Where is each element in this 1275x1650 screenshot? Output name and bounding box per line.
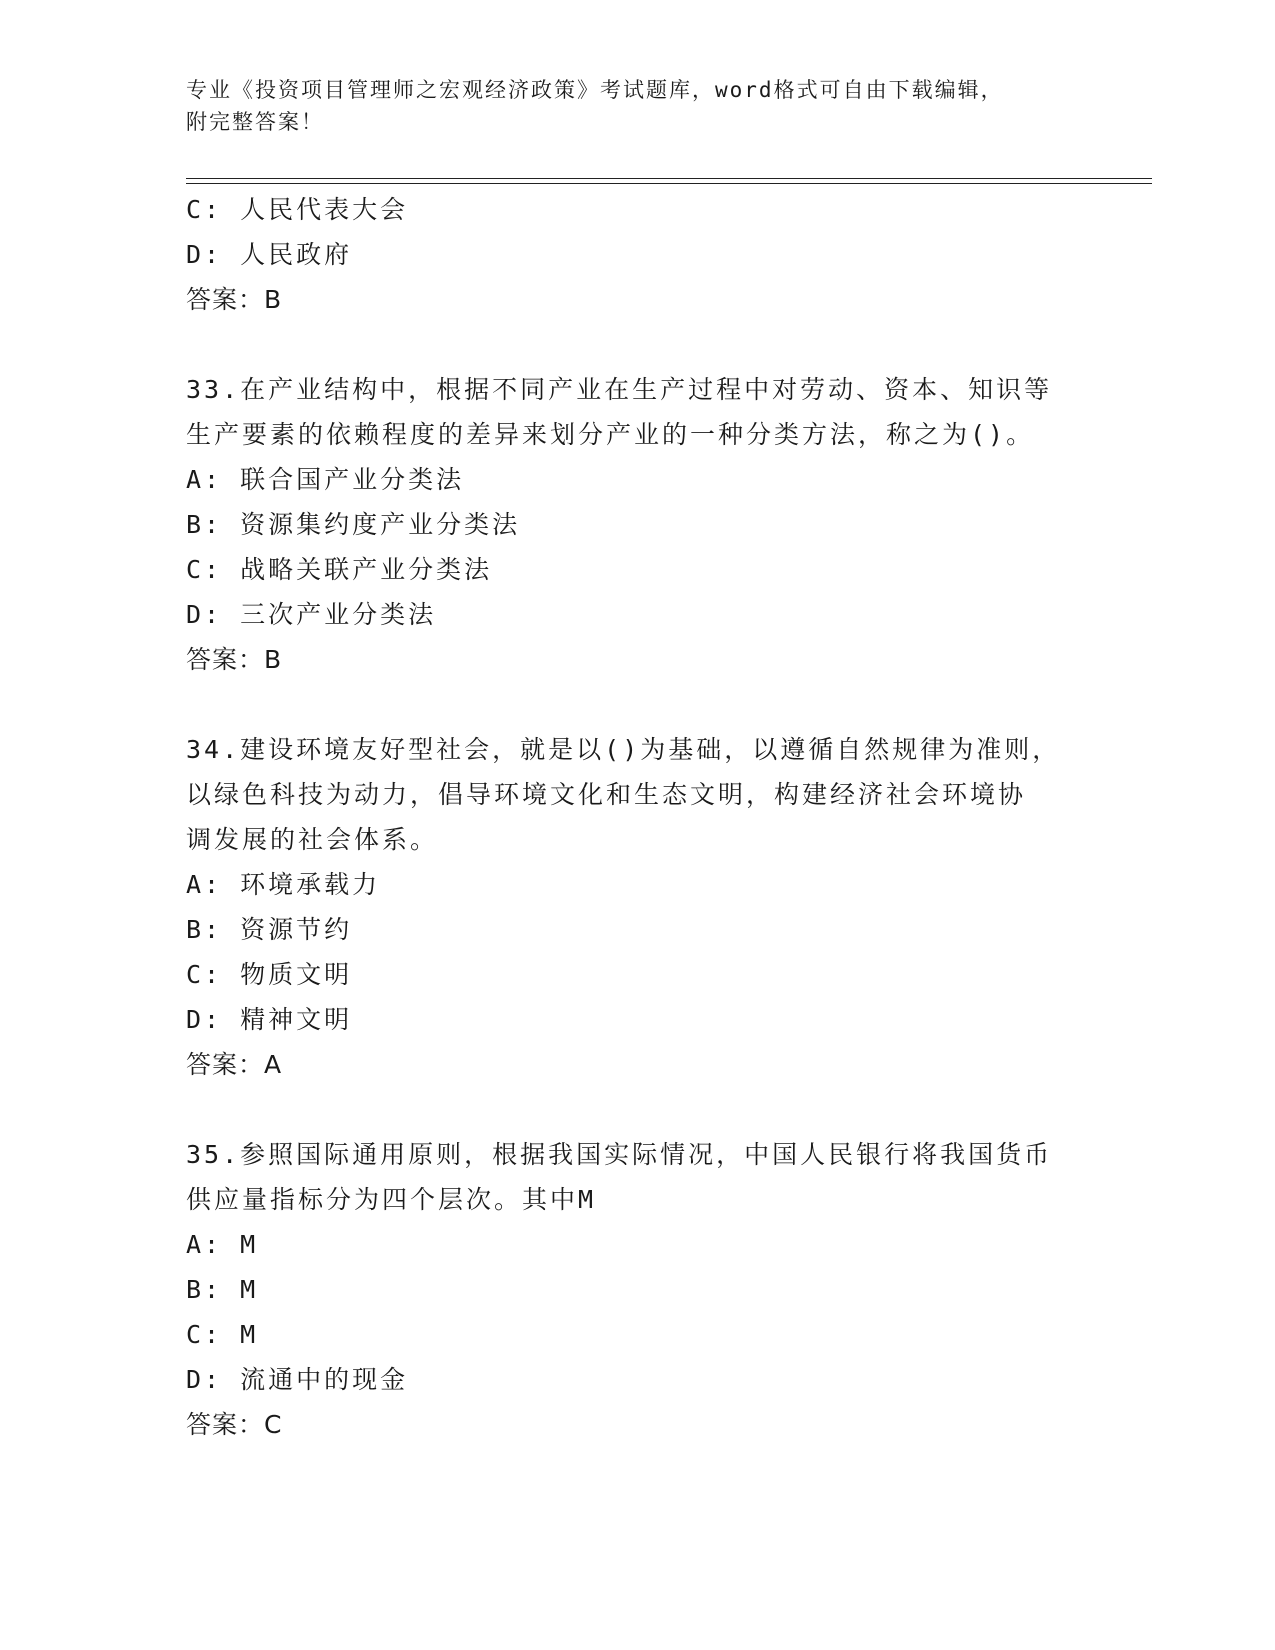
q35-option-d: D: 流通中的现金 xyxy=(186,1365,409,1394)
header-divider-top xyxy=(186,178,1152,179)
q33-stem-line-1: 33.在产业结构中，根据不同产业在生产过程中对劳动、资本、知识等 xyxy=(186,375,1053,404)
header-line-1: 专业《投资项目管理师之宏观经济政策》考试题库，word格式可自由下载编辑， xyxy=(186,78,1004,102)
q35-stem-line-2: 供应量指标分为四个层次。其中M xyxy=(186,1185,597,1214)
q35-option-a: A: M xyxy=(186,1230,259,1259)
q34-stem-line-2: 以绿色科技为动力，倡导环境文化和生态文明，构建经济社会环境协 xyxy=(186,780,1027,809)
q34-answer: 答案：A xyxy=(186,1050,283,1079)
q34-stem-line-1: 34.建设环境友好型社会，就是以()为基础，以遵循自然规律为准则， xyxy=(186,735,1061,764)
q35-answer: 答案：C xyxy=(186,1410,283,1439)
header-divider-bottom xyxy=(186,183,1152,184)
q35-option-b: B: M xyxy=(186,1275,259,1304)
q34-stem-line-3: 调发展的社会体系。 xyxy=(186,825,439,854)
q33-option-c: C: 战略关联产业分类法 xyxy=(186,555,493,584)
q34-option-a: A: 环境承载力 xyxy=(186,870,381,899)
header-line-2: 附完整答案！ xyxy=(186,110,324,134)
q34-option-d: D: 精神文明 xyxy=(186,1005,353,1034)
q33-option-d: D: 三次产业分类法 xyxy=(186,600,437,629)
q33-answer: 答案：B xyxy=(186,645,283,674)
q34-option-c: C: 物质文明 xyxy=(186,960,353,989)
q33-option-a: A: 联合国产业分类法 xyxy=(186,465,465,494)
q33-option-b: B: 资源集约度产业分类法 xyxy=(186,510,521,539)
q32-answer: 答案：B xyxy=(186,285,283,314)
q32-option-c: C: 人民代表大会 xyxy=(186,195,409,224)
document-header xyxy=(186,74,1086,138)
q34-option-b: B: 资源节约 xyxy=(186,915,353,944)
q35-stem-line-1: 35.参照国际通用原则，根据我国实际情况，中国人民银行将我国货币 xyxy=(186,1140,1053,1169)
q32-option-d: D: 人民政府 xyxy=(186,240,353,269)
q33-stem-line-2: 生产要素的依赖程度的差异来划分产业的一种分类方法，称之为()。 xyxy=(186,420,1035,449)
q35-option-c: C: M xyxy=(186,1320,259,1349)
